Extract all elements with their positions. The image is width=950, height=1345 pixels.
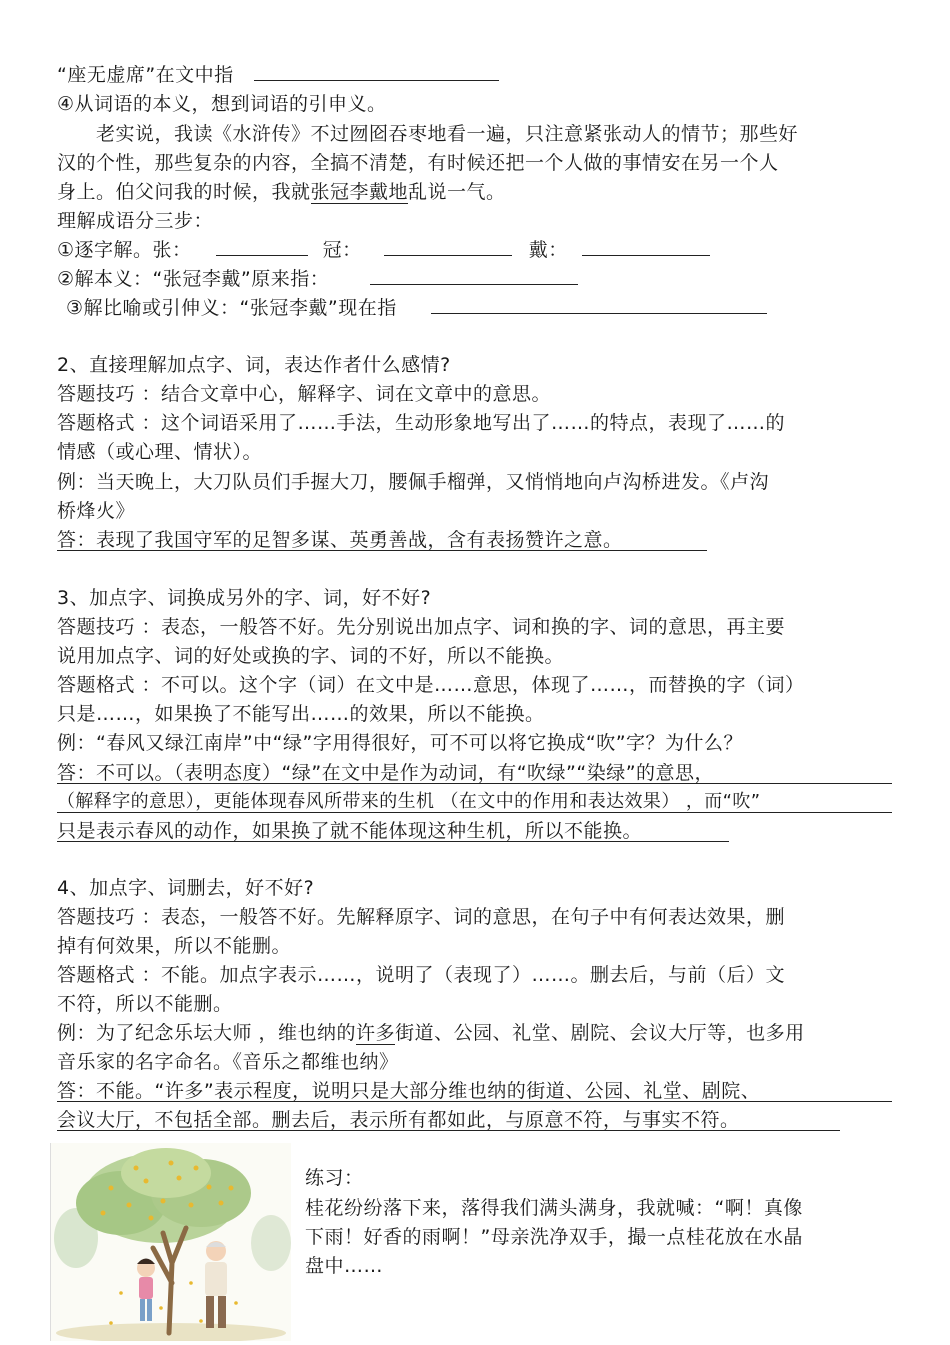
- format-line: 答题格式 ：不能。加点字表示……，说明了（表现了）……。删去后，与前（后）文: [57, 964, 786, 986]
- example-line: 音乐家的名字命名。《音乐之都维也纳》: [57, 1051, 399, 1073]
- answer-line: 会议大厅，不包括全部。删去后，表示所有都如此，与原意不符，与事实不符。: [57, 1109, 740, 1131]
- answer-underline: [57, 812, 892, 813]
- section-title: 2、直接理解加点字、词，表达作者什么感情?: [57, 354, 451, 376]
- step-line: ①逐字解。张： 冠： 戴：: [57, 237, 710, 263]
- practice-line: 下雨！好香的雨啊！”母亲洗净双手，撮一点桂花放在水晶: [305, 1226, 803, 1248]
- answer-blank[interactable]: [582, 237, 710, 256]
- passage-line: 汉的个性，那些复杂的内容，全搞不清楚，有时候还把一个人做的事情安在另一个人: [57, 152, 779, 174]
- tip-line: 答题技巧 ：表态，一般答不好。先解释原字、词的意思，在句子中有何表达效果，删: [57, 906, 786, 928]
- passage-line: 老实说，我读《水浒传》不过囫囵吞枣地看一遍，只注意紧张动人的情节；那些好: [96, 123, 799, 145]
- answer-line: 答：表现了我国守军的足智多谋、英勇善战，含有表扬赞许之意。: [57, 529, 623, 551]
- section-title: 4、加点字、词删去，好不好?: [57, 877, 315, 899]
- section-title: 3、加点字、词换成另外的字、词，好不好?: [57, 587, 432, 609]
- step-line: ②解本义：“张冠李戴”原来指：: [57, 266, 578, 292]
- answer-blank[interactable]: [254, 62, 499, 81]
- example-line: 例：“春风又绿江南岸”中“绿”字用得很好，可不可以将它换成“吹”字？为什么？: [57, 732, 744, 754]
- tip-line: 答题技巧 ：结合文章中心，解释字、词在文章中的意思。: [57, 383, 552, 405]
- format-line: 情感（或心理、情状）。: [57, 441, 263, 463]
- answer-line: （解释字的意思），更能体现春风所带来的生机 （在文中的作用和表达效果） ，而“吹”: [57, 791, 761, 812]
- answer-blank[interactable]: [370, 266, 578, 285]
- answer-underline: [57, 1130, 840, 1131]
- underlined-phrase: 张冠李戴地: [310, 181, 409, 203]
- tip-line: 答题技巧 ：表态，一般答不好。先分别说出加点字、词和换的字、词的意思，再主要: [57, 616, 786, 638]
- osmanthus-tree-illustration-icon: [50, 1143, 291, 1341]
- example-line: 例：当天晚上，大刀队员们手握大刀，腰佩手榴弹，又悄悄地向卢沟桥进发。《卢沟: [57, 471, 770, 493]
- method-heading: ④从词语的本义，想到词语的引申义。: [57, 93, 387, 115]
- steps-title: 理解成语分三步：: [57, 210, 214, 232]
- answer-blank[interactable]: [384, 237, 512, 256]
- format-line: 不符，所以不能删。: [57, 993, 233, 1015]
- passage-line: 身上。伯父问我的时候，我就张冠李戴地乱说一气。: [57, 181, 506, 203]
- answer-underline: [57, 1101, 892, 1102]
- example-line: 桥烽火》: [57, 500, 136, 522]
- tip-line: 掉有何效果，所以不能删。: [57, 935, 292, 957]
- answer-blank[interactable]: [431, 295, 767, 314]
- answer-line: 只是表示春风的动作，如果换了就不能体现这种生机，所以不能换。: [57, 820, 643, 842]
- phrase-question-line: “座无虚席”在文中指: [57, 62, 499, 88]
- format-line: 答题格式 ：不可以。这个字（词）在文中是……意思，体现了……，而替换的字（词）: [57, 674, 805, 696]
- format-line: 答题格式 ：这个词语采用了……手法，生动形象地写出了……的特点，表现了……的: [57, 412, 786, 434]
- answer-line: 答：不能。“许多”表示程度，说明只是大部分维也纳的街道、公园、礼堂、剧院、: [57, 1080, 761, 1102]
- practice-line: 桂花纷纷落下来，落得我们满头满身，我就喊：“啊！真像: [305, 1197, 803, 1219]
- answer-underline: [57, 841, 729, 842]
- example-line: 例：为了纪念乐坛大师 ，维也纳的许多街道、公园、礼堂、剧院、会议大厅等，也多用: [57, 1022, 805, 1044]
- practice-title: 练习：: [305, 1167, 364, 1189]
- answer-underline: [57, 783, 892, 784]
- answer-line: 答：不可以。（表明态度）“绿”在文中是作为动词，有“吹绿”“染绿”的意思，: [57, 762, 715, 784]
- format-line: 只是……，如果换了不能写出……的效果，所以不能换。: [57, 703, 545, 725]
- practice-line: 盘中……: [305, 1255, 384, 1277]
- step-line: ③解比喻或引伸义：“张冠李戴”现在指: [66, 295, 767, 321]
- tip-line: 说用加点字、词的好处或换的字、词的不好，所以不能换。: [57, 645, 565, 667]
- answer-blank[interactable]: [216, 237, 308, 256]
- answer-underline: [57, 550, 707, 551]
- underlined-phrase: 许多: [356, 1022, 396, 1044]
